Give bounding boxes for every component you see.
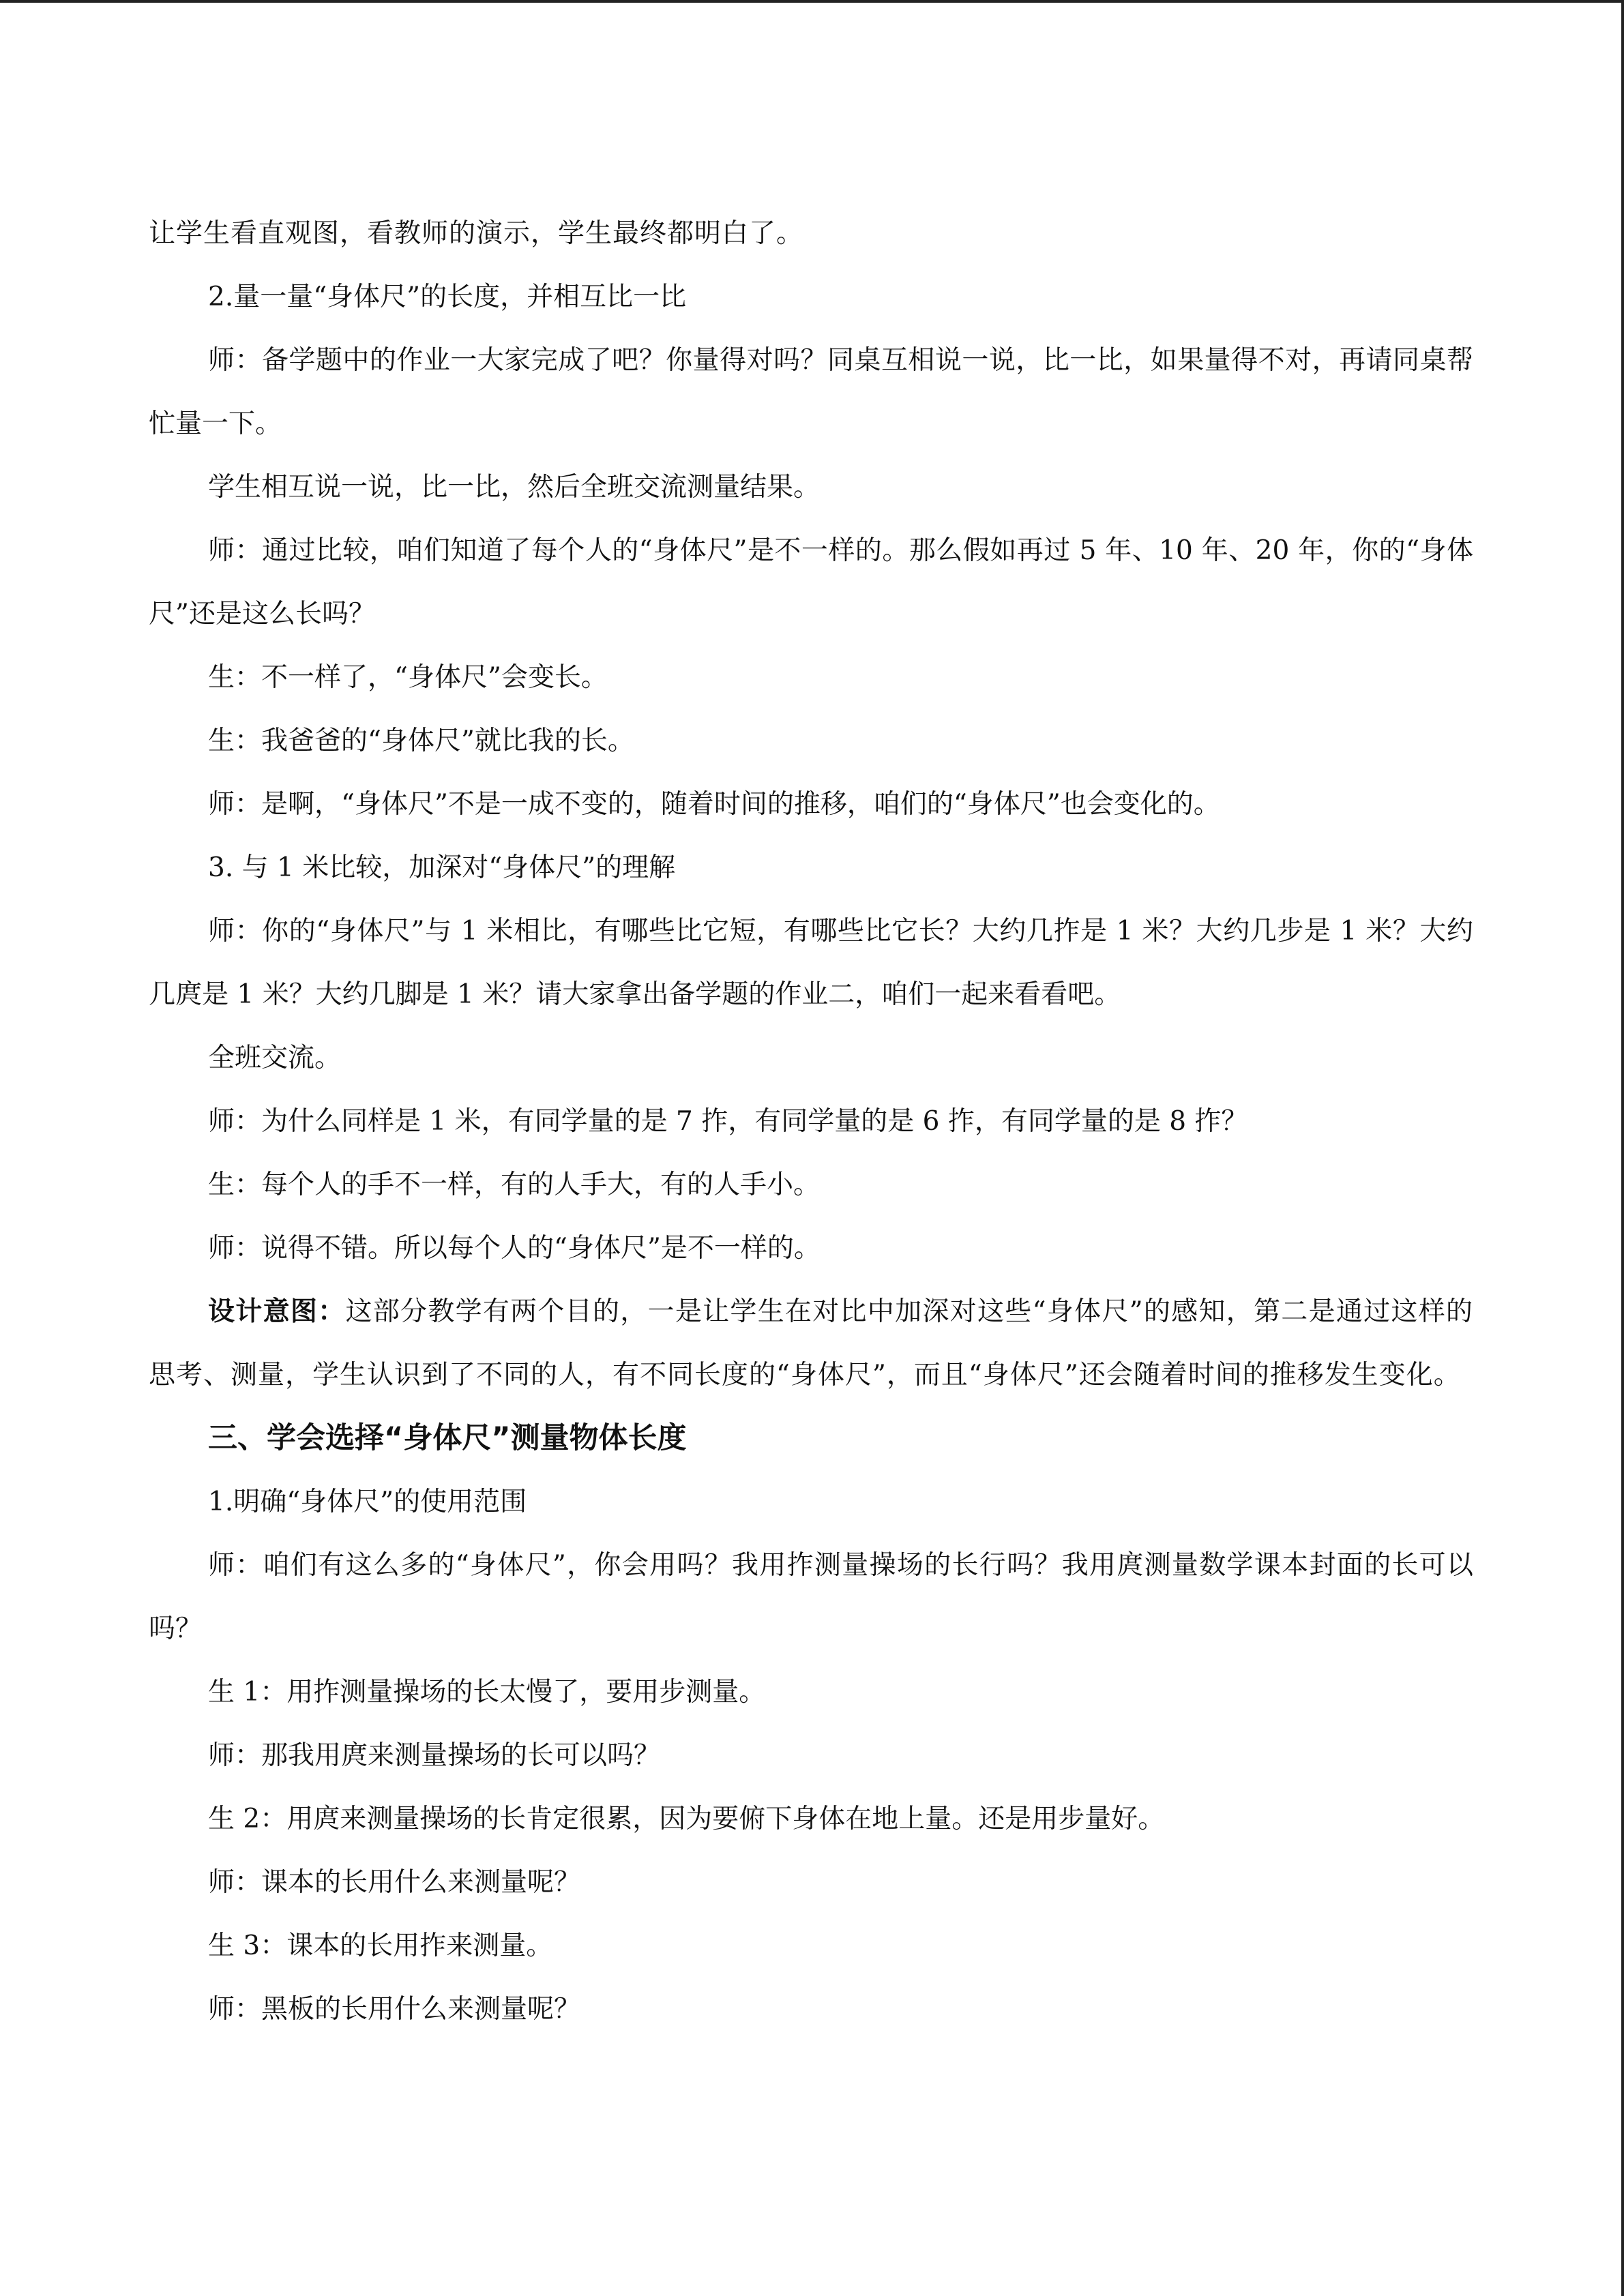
paragraph-5: 师：通过比较，咱们知道了每个人的“身体尺”是不一样的。那么假如再过 5 年、10 年、20 年，你的“身体尺”还是这么长吗？ — [149, 535, 1473, 629]
paragraph-17: 生 1：用拃测量操场的长太慢了，要用步测量。 — [208, 1677, 766, 1708]
subheading-2: 2.量一量“身体尺”的长度，并相互比一比 — [208, 282, 687, 312]
paragraph-20: 师：课本的长用什么来测量呢？ — [208, 1867, 581, 1898]
page-border-right — [1621, 0, 1624, 2296]
paragraph-11: 全班交流。 — [208, 1043, 342, 1073]
paragraph-18: 师：那我用庹来测量操场的长可以吗？ — [208, 1740, 661, 1771]
paragraph-1: 让学生看直观图，看教师的演示，学生最终都明白了。 — [149, 218, 804, 249]
section-heading-3: 三、学会选择“身体尺”测量物体长度 — [208, 1421, 687, 1455]
design-intent-label: 设计意图： — [208, 1296, 346, 1327]
design-intent-paragraph — [149, 1280, 1473, 1407]
paragraph-22: 师：黑板的长用什么来测量呢？ — [208, 1994, 581, 2025]
subheading-3: 3. 与 1 米比较，加深对“身体尺”的理解 — [208, 852, 676, 883]
paragraph-14: 师：说得不错。所以每个人的“身体尺”是不一样的。 — [208, 1233, 821, 1264]
paragraph-8: 师：是啊，“身体尺”不是一成不变的，随着时间的推移，咱们的“身体尺”也会变化的。 — [208, 789, 1220, 820]
paragraph-10: 师：你的“身体尺”与 1 米相比，有哪些比它短，有哪些比它长？大约几拃是 1 米？大约几步是 1 米？大约几庹是 1 米？大约几脚是 1 米？请大家拿出备学题的作业二，咱们一起来看看吧。 — [149, 916, 1473, 1010]
paragraph-21: 生 3：课本的长用拃来测量。 — [208, 1930, 553, 1961]
paragraph-13: 生：每个人的手不一样，有的人手大，有的人手小。 — [208, 1169, 821, 1200]
paragraph-16: 师：咱们有这么多的“身体尺”，你会用吗？我用拃测量操场的长行吗？我用庹测量数学课本封面的长可以吗？ — [149, 1550, 1473, 1644]
paragraph-6: 生：不一样了，“身体尺”会变长。 — [208, 662, 608, 693]
page-border-top — [0, 0, 1624, 3]
paragraph-3: 师：备学题中的作业一大家完成了吧？你量得对吗？同桌互相说一说，比一比，如果量得不对，再请同桌帮忙量一下。 — [149, 345, 1473, 439]
document-body — [149, 202, 1473, 2041]
paragraph-19: 生 2：用庹来测量操场的长肯定很累，因为要俯下身体在地上量。还是用步量好。 — [208, 1804, 1165, 1834]
paragraph-4: 学生相互说一说，比一比，然后全班交流测量结果。 — [208, 472, 821, 503]
paragraph-7: 生：我爸爸的“身体尺”就比我的长。 — [208, 726, 634, 756]
design-intent-text: 这部分教学有两个目的，一是让学生在对比中加深对这些“身体尺”的感知，第二是通过这样的思考、测量，学生认识到了不同的人，有不同长度的“身体尺”，而且“身体尺”还会随着时间的推移发生变化。 — [149, 1296, 1473, 1390]
subheading-1: 1.明确“身体尺”的使用范围 — [208, 1487, 527, 1517]
paragraph-12: 师：为什么同样是 1 米，有同学量的是 7 拃，有同学量的是 6 拃，有同学量的是 8 拃？ — [208, 1106, 1248, 1137]
